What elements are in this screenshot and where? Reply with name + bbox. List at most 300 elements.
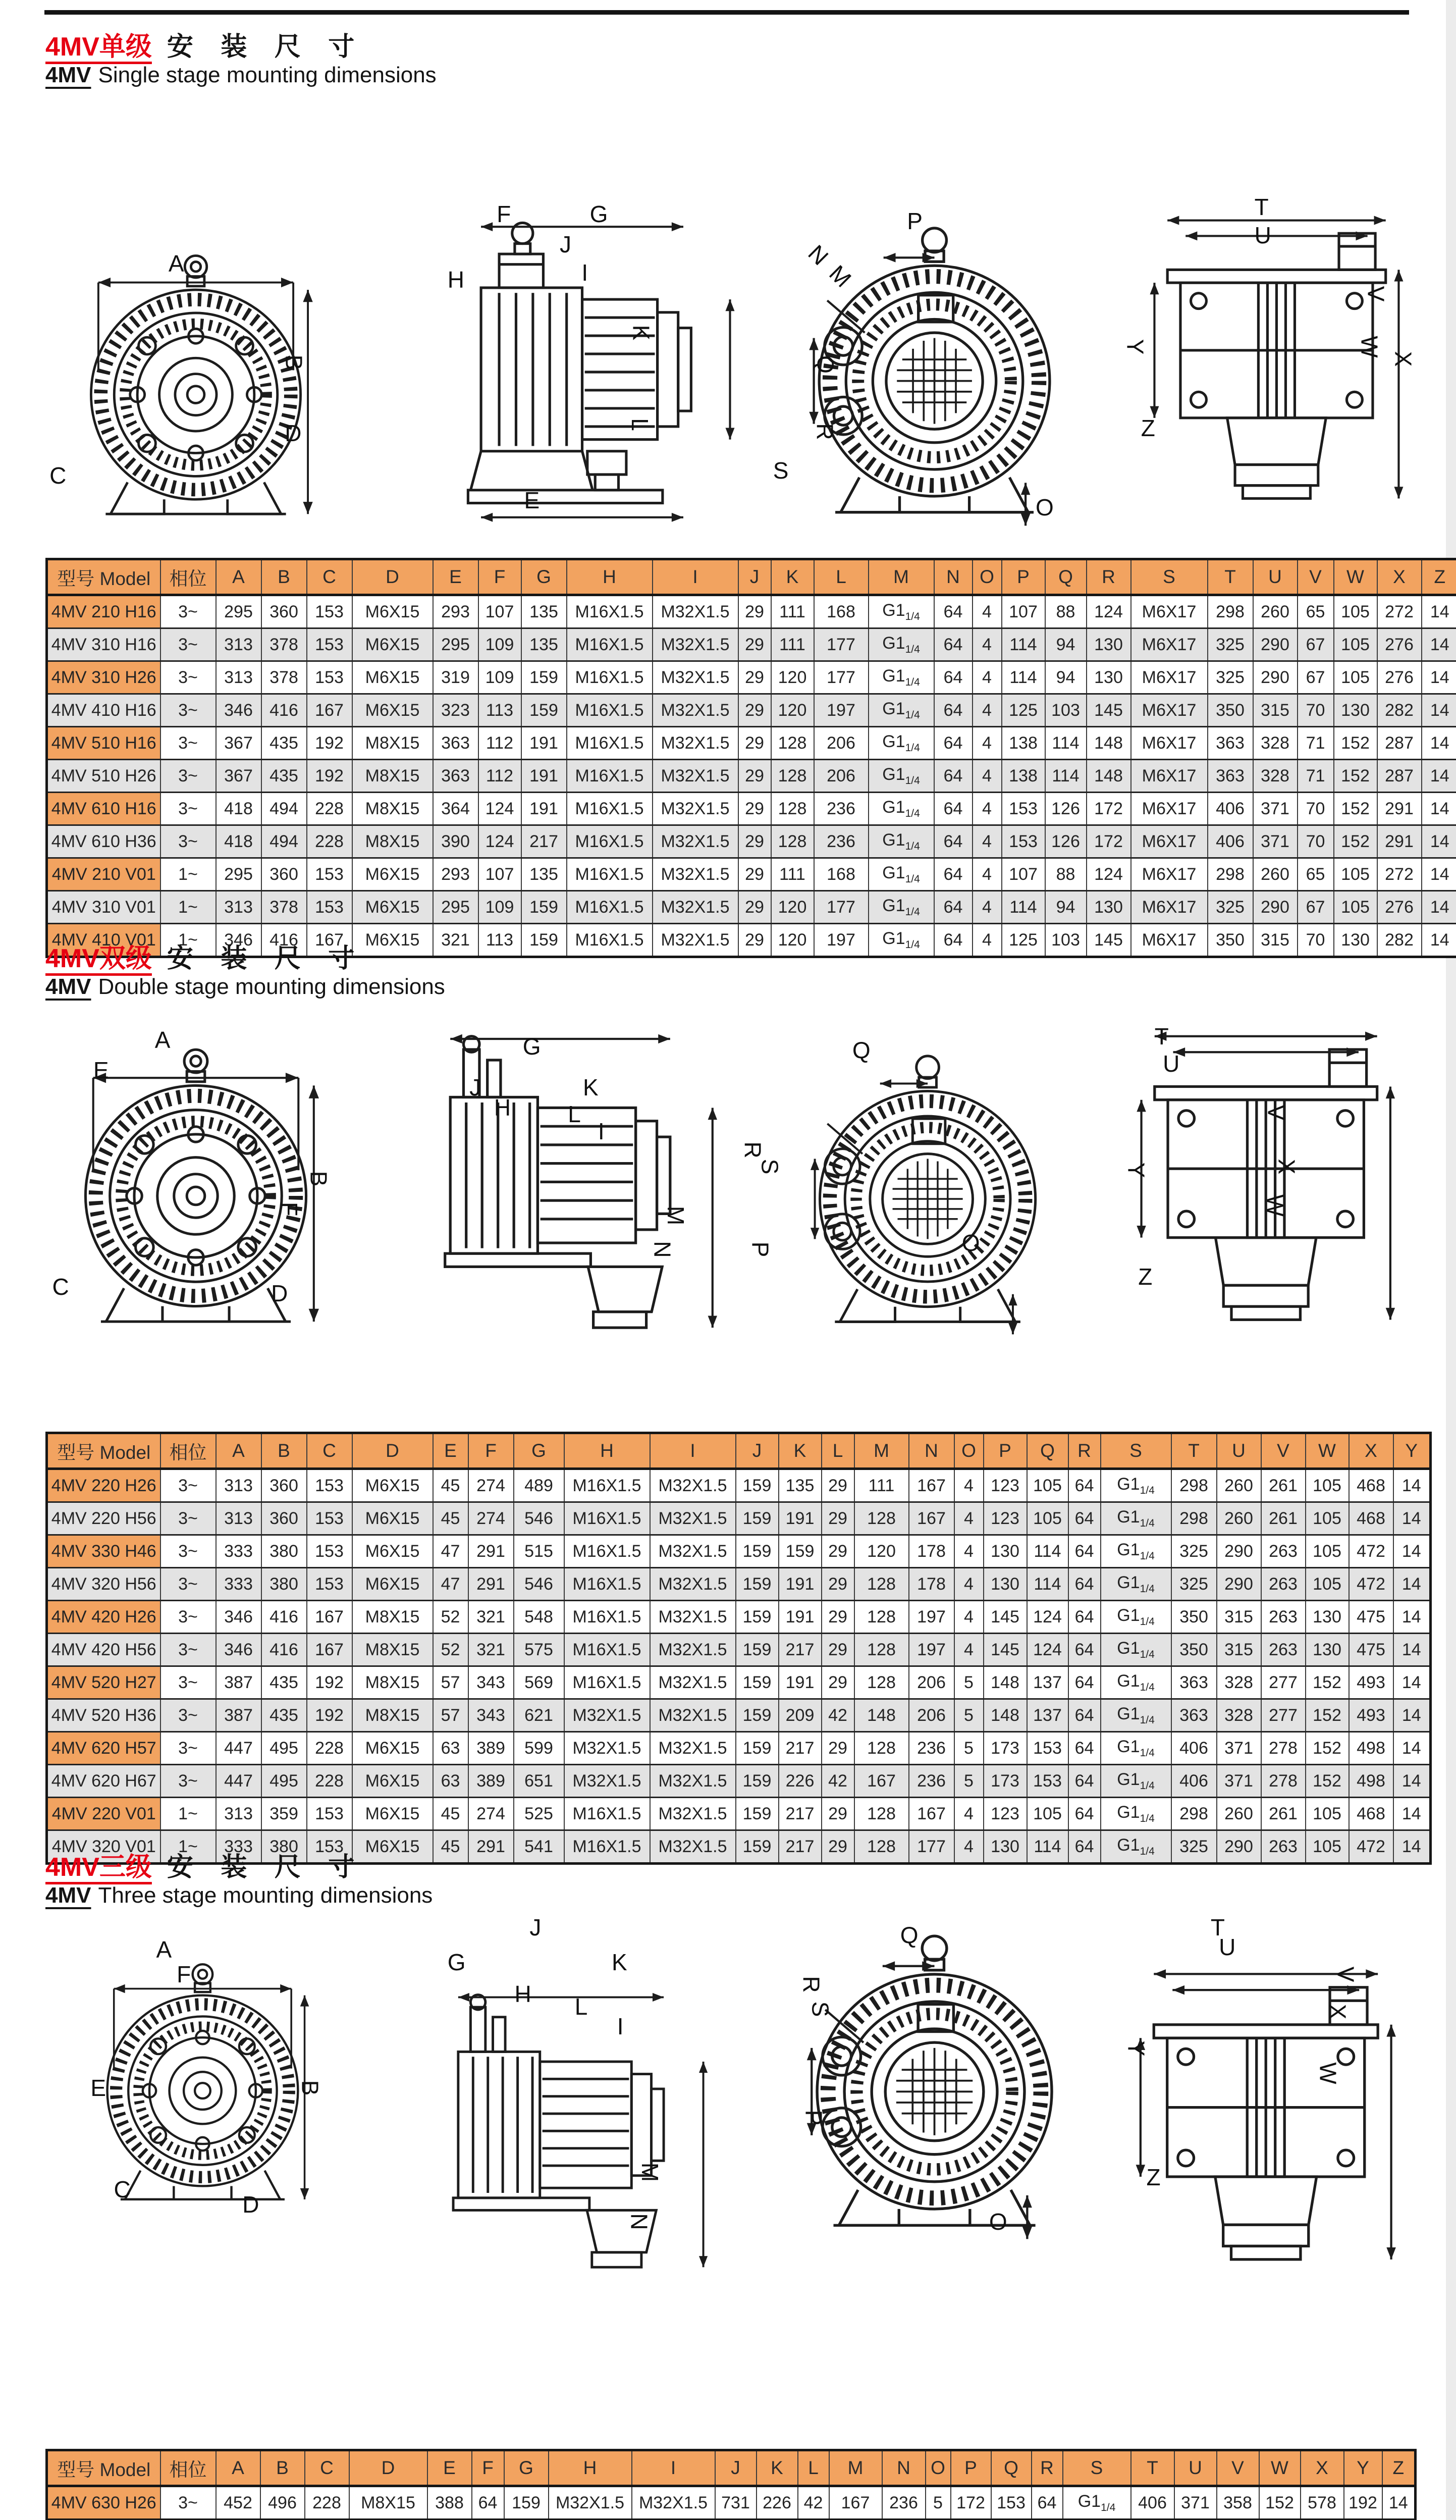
dim-cell: 493 xyxy=(1349,1699,1393,1732)
col-header: U xyxy=(1217,1433,1261,1469)
dim-cell: 4 xyxy=(973,891,1002,924)
dim-cell: 209 xyxy=(779,1699,822,1732)
dim-cell: 167 xyxy=(854,1765,909,1798)
col-header: O xyxy=(926,2450,951,2486)
col-header: H xyxy=(567,559,653,595)
dim-cell: 29 xyxy=(822,1568,854,1601)
dim-cell: M32X1.5 xyxy=(650,1765,736,1798)
dim-cell: 172 xyxy=(1087,793,1131,825)
dim-cell: 29 xyxy=(738,694,771,727)
dim-cell: 277 xyxy=(1261,1666,1306,1699)
dim-cell: 14 xyxy=(1422,891,1456,924)
dim-cell: 128 xyxy=(854,1732,909,1765)
dim-cell: 389 xyxy=(468,1765,514,1798)
dim-cell: 468 xyxy=(1349,1502,1393,1535)
dim-cell: 107 xyxy=(1002,858,1045,891)
dim-cell: 14 xyxy=(1393,1568,1431,1601)
dim-cell: 138 xyxy=(1002,760,1045,793)
dim-cell: 153 xyxy=(307,661,352,694)
model-cell: 4MV 610 H36 xyxy=(47,825,160,858)
dim-cell: M6X15 xyxy=(352,694,433,727)
dim-cell: 153 xyxy=(307,858,352,891)
dim-cell: M32X1.5 xyxy=(653,924,738,957)
dim-cell: M6X17 xyxy=(1131,727,1208,760)
dim-cell: 236 xyxy=(814,825,869,858)
dim-cell: M32X1.5 xyxy=(564,1699,650,1732)
col-header: F xyxy=(468,1433,514,1469)
dim-cell: 14 xyxy=(1393,1830,1431,1864)
dim-cell: 120 xyxy=(771,891,814,924)
dim-cell: M16X1.5 xyxy=(567,595,653,628)
col-header: A xyxy=(216,559,261,595)
dim-cell: M8X15 xyxy=(352,760,433,793)
dim-cell: 29 xyxy=(738,595,771,628)
dim-cell: 388 xyxy=(427,2486,472,2520)
dim-cell: 153 xyxy=(307,628,352,661)
dim-cell: M32X1.5 xyxy=(564,1732,650,1765)
table-row xyxy=(47,1535,1431,1568)
mounting-view-drawing xyxy=(1147,199,1407,538)
dim-cell: 29 xyxy=(738,727,771,760)
dim-cell: 371 xyxy=(1253,825,1298,858)
dim-cell: $G1_{1/4}$ xyxy=(1101,1765,1171,1798)
dim-cell: 111 xyxy=(771,858,814,891)
dim-label-Z: Z xyxy=(1138,1263,1153,1290)
dim-cell: 64 xyxy=(934,924,973,957)
dim-cell: 111 xyxy=(771,595,814,628)
dim-cell: 67 xyxy=(1298,661,1334,694)
dim-cell: $G1_{1/4}$ xyxy=(869,595,934,628)
dim-cell: 328 xyxy=(1217,1666,1261,1699)
dim-cell: 319 xyxy=(433,661,478,694)
subtitle-text: Three stage mounting dimensions xyxy=(98,1883,433,1908)
dim-cell: 124 xyxy=(1087,858,1131,891)
dim-cell: 3~ xyxy=(160,628,216,661)
dim-cell: 406 xyxy=(1171,1732,1217,1765)
model-cell: 4MV 220 H26 xyxy=(47,1469,160,1502)
dim-cell: M32X1.5 xyxy=(653,628,738,661)
front-view-drawing xyxy=(59,1042,333,1340)
dim-cell: 197 xyxy=(909,1601,954,1634)
col-header: X xyxy=(1377,559,1422,595)
dim-cell: 263 xyxy=(1261,1601,1306,1634)
col-header: N xyxy=(934,559,973,595)
col-header: C xyxy=(305,2450,349,2486)
dim-cell: 167 xyxy=(307,694,352,727)
dim-cell: 272 xyxy=(1377,595,1422,628)
col-header: L xyxy=(798,2450,829,2486)
dim-label-S: S xyxy=(773,457,789,484)
dim-cell: 153 xyxy=(307,595,352,628)
dim-cell: 236 xyxy=(814,793,869,825)
dim-cell: M16X1.5 xyxy=(564,1634,650,1666)
dim-cell: 71 xyxy=(1298,727,1334,760)
dim-label-H: H xyxy=(494,1094,511,1121)
dim-cell: 42 xyxy=(822,1765,854,1798)
dim-cell: 130 xyxy=(984,1535,1027,1568)
dim-cell: 217 xyxy=(521,825,567,858)
col-header: Q xyxy=(1027,1433,1068,1469)
dim-cell: M16X1.5 xyxy=(567,628,653,661)
dim-cell: 313 xyxy=(216,1798,261,1830)
dim-cell: 525 xyxy=(514,1798,564,1830)
dim-cell: 274 xyxy=(468,1502,514,1535)
dim-cell: M32X1.5 xyxy=(650,1568,736,1601)
col-header: E xyxy=(433,1433,468,1469)
dim-cell: 315 xyxy=(1253,694,1298,727)
dim-cell: M16X1.5 xyxy=(564,1601,650,1634)
dim-cell: 29 xyxy=(822,1601,854,1634)
table-row xyxy=(47,694,1456,727)
dim-cell: M16X1.5 xyxy=(567,891,653,924)
dim-cell: 159 xyxy=(736,1765,779,1798)
dim-cell: 260 xyxy=(1217,1798,1261,1830)
dim-cell: 263 xyxy=(1261,1535,1306,1568)
dim-cell: 3~ xyxy=(160,1765,216,1798)
dim-cell: 4 xyxy=(954,1798,984,1830)
dim-label-M: M xyxy=(663,1206,689,1226)
dim-label-Q: Q xyxy=(852,1036,871,1063)
dim-cell: 325 xyxy=(1171,1568,1217,1601)
col-header: S xyxy=(1131,559,1208,595)
dim-cell: 3~ xyxy=(160,727,216,760)
dim-cell: 14 xyxy=(1393,1765,1431,1798)
dim-cell: M16X1.5 xyxy=(567,694,653,727)
dim-cell: 63 xyxy=(433,1765,468,1798)
col-header: I xyxy=(653,559,738,595)
dim-cell: 287 xyxy=(1377,760,1422,793)
dim-label-X: X xyxy=(1324,2004,1351,2019)
dim-cell: 145 xyxy=(1087,694,1131,727)
table-row xyxy=(47,1732,1431,1765)
dim-label-R: R xyxy=(812,423,839,440)
model-cell: 4MV 610 H16 xyxy=(47,793,160,825)
dim-cell: 277 xyxy=(1261,1699,1306,1732)
dim-cell: 495 xyxy=(261,1765,307,1798)
dim-cell: 14 xyxy=(1422,858,1456,891)
col-header: V xyxy=(1298,559,1334,595)
dim-cell: 489 xyxy=(514,1469,564,1502)
dim-cell: 125 xyxy=(1002,924,1045,957)
dim-cell: 325 xyxy=(1171,1535,1217,1568)
dim-label-P: P xyxy=(747,1241,774,1257)
dim-cell: 153 xyxy=(307,1568,352,1601)
dim-cell: 159 xyxy=(736,1502,779,1535)
col-header: T xyxy=(1208,559,1253,595)
dim-cell: 14 xyxy=(1422,694,1456,727)
dim-cell: 228 xyxy=(307,1765,352,1798)
dim-label-P: P xyxy=(800,2110,827,2126)
dim-cell: 298 xyxy=(1208,595,1253,628)
col-header: Q xyxy=(991,2450,1032,2486)
dim-cell: M6X17 xyxy=(1131,891,1208,924)
dim-cell: M16X1.5 xyxy=(564,1830,650,1864)
dim-label-A: A xyxy=(168,250,184,277)
col-header: R xyxy=(1068,1433,1101,1469)
dim-cell: M6X15 xyxy=(352,1469,433,1502)
dim-cell: M32X1.5 xyxy=(650,1830,736,1864)
dim-cell: 94 xyxy=(1045,628,1087,661)
model-cell: 4MV 620 H57 xyxy=(47,1732,160,1765)
dim-cell: M6X15 xyxy=(352,924,433,957)
dim-cell: 228 xyxy=(307,1732,352,1765)
dim-cell: 4 xyxy=(954,1502,984,1535)
dim-cell: M6X15 xyxy=(352,891,433,924)
col-header: Y xyxy=(1344,2450,1382,2486)
dim-cell: M32X1.5 xyxy=(653,858,738,891)
dim-cell: 177 xyxy=(909,1830,954,1864)
dim-cell: 5 xyxy=(954,1765,984,1798)
dim-cell: 103 xyxy=(1045,924,1087,957)
dim-cell: 435 xyxy=(261,727,307,760)
dim-cell: $G1_{1/4}$ xyxy=(1063,2486,1131,2520)
dim-cell: 172 xyxy=(951,2486,991,2520)
dim-cell: 295 xyxy=(216,858,261,891)
model-cell: 4MV 510 H26 xyxy=(47,760,160,793)
dim-cell: 64 xyxy=(934,891,973,924)
dim-cell: 276 xyxy=(1377,891,1422,924)
dim-cell: 114 xyxy=(1045,727,1087,760)
dim-label-N: N xyxy=(803,239,834,270)
col-header: K xyxy=(771,559,814,595)
dim-cell: 290 xyxy=(1253,661,1298,694)
dim-cell: 177 xyxy=(814,661,869,694)
dim-cell: 153 xyxy=(307,1830,352,1864)
dim-cell: 172 xyxy=(1087,825,1131,858)
dim-cell: 4 xyxy=(973,924,1002,957)
dim-cell: 64 xyxy=(1032,2486,1063,2520)
dim-cell: M16X1.5 xyxy=(564,1666,650,1699)
dim-cell: 3~ xyxy=(160,661,216,694)
section-title-cn-model: 4MV三级 xyxy=(45,1853,152,1882)
mounting-view-drawing xyxy=(1133,1914,1399,2334)
dim-cell: 569 xyxy=(514,1666,564,1699)
dim-cell: 109 xyxy=(478,891,521,924)
dim-cell: 94 xyxy=(1045,661,1087,694)
dim-cell: 29 xyxy=(738,924,771,957)
dim-cell: 152 xyxy=(1334,727,1377,760)
col-header: I xyxy=(650,1433,736,1469)
col-header: Z xyxy=(1382,2450,1416,2486)
dim-cell: 261 xyxy=(1261,1502,1306,1535)
dim-cell: 363 xyxy=(433,760,478,793)
dim-cell: 315 xyxy=(1217,1601,1261,1634)
dim-cell: 29 xyxy=(822,1535,854,1568)
dim-label-I: I xyxy=(581,259,588,286)
dim-label-M: M xyxy=(824,259,856,292)
dim-label-K: K xyxy=(583,1074,599,1100)
table-row xyxy=(47,1798,1431,1830)
dim-cell: M6X15 xyxy=(352,595,433,628)
dim-cell: M16X1.5 xyxy=(564,1798,650,1830)
dim-cell: 3~ xyxy=(160,1732,216,1765)
dim-cell: 14 xyxy=(1393,1732,1431,1765)
table-row xyxy=(47,858,1456,891)
dim-cell: 263 xyxy=(1261,1568,1306,1601)
dim-cell: 274 xyxy=(468,1469,514,1502)
dim-cell: 167 xyxy=(307,1601,352,1634)
dim-cell: 346 xyxy=(216,694,261,727)
dim-label-R: R xyxy=(798,1975,825,1993)
dim-cell: M8X15 xyxy=(352,1666,433,1699)
col-header: A xyxy=(216,1433,261,1469)
model-cell: 4MV 420 H26 xyxy=(47,1601,160,1634)
col-header: W xyxy=(1259,2450,1301,2486)
dim-cell: 114 xyxy=(1045,760,1087,793)
dim-cell: 14 xyxy=(1393,1535,1431,1568)
dim-cell: 293 xyxy=(433,595,478,628)
col-header: D xyxy=(349,2450,427,2486)
dim-cell: 363 xyxy=(1208,727,1253,760)
dim-cell: M6X17 xyxy=(1131,858,1208,891)
dim-cell: M32X1.5 xyxy=(564,1765,650,1798)
rear-view-drawing xyxy=(791,1928,1078,2244)
dim-cell: M6X17 xyxy=(1131,661,1208,694)
dim-cell: 236 xyxy=(882,2486,926,2520)
dim-cell: 343 xyxy=(468,1699,514,1732)
dim-cell: 378 xyxy=(261,628,307,661)
dim-label-G: G xyxy=(589,201,608,227)
dim-cell: 5 xyxy=(926,2486,951,2520)
dim-cell: 88 xyxy=(1045,595,1087,628)
dim-cell: 14 xyxy=(1422,595,1456,628)
dim-cell: 192 xyxy=(307,1699,352,1732)
dim-label-E: E xyxy=(524,487,540,513)
dim-cell: 228 xyxy=(305,2486,349,2520)
dim-cell: 416 xyxy=(261,1601,307,1634)
dim-cell: 105 xyxy=(1027,1798,1068,1830)
dim-cell: 114 xyxy=(1027,1535,1068,1568)
dim-label-X: X xyxy=(1273,1159,1300,1175)
dim-cell: 105 xyxy=(1027,1502,1068,1535)
dim-cell: 128 xyxy=(854,1568,909,1601)
dim-cell: 105 xyxy=(1306,1830,1349,1864)
dim-cell: 192 xyxy=(307,1666,352,1699)
dim-cell: 651 xyxy=(514,1765,564,1798)
dim-cell: 378 xyxy=(261,891,307,924)
dim-cell: 291 xyxy=(468,1535,514,1568)
dim-cell: 64 xyxy=(1068,1732,1101,1765)
dim-cell: 435 xyxy=(261,760,307,793)
dim-cell: 291 xyxy=(1377,825,1422,858)
dim-cell: M32X1.5 xyxy=(653,661,738,694)
dim-cell: M6X15 xyxy=(352,858,433,891)
dim-cell: M8X15 xyxy=(349,2486,427,2520)
dim-cell: M6X15 xyxy=(352,1765,433,1798)
dim-label-W: W xyxy=(1262,1194,1288,1217)
dim-cell: 114 xyxy=(1002,661,1045,694)
dim-cell: 350 xyxy=(1208,694,1253,727)
dim-cell: $G1_{1/4}$ xyxy=(869,858,934,891)
dim-cell: 350 xyxy=(1171,1601,1217,1634)
dim-cell: 418 xyxy=(216,825,261,858)
dim-label-J: J xyxy=(469,1074,481,1100)
dim-cell: 3~ xyxy=(160,595,216,628)
dim-label-T: T xyxy=(1154,1023,1169,1050)
dim-cell: 105 xyxy=(1306,1798,1349,1830)
col-header: R xyxy=(1087,559,1131,595)
section-title-single-stage xyxy=(45,25,364,63)
col-header: W xyxy=(1306,1433,1349,1469)
col-header: P xyxy=(984,1433,1027,1469)
dim-cell: 206 xyxy=(814,760,869,793)
dim-label-N: N xyxy=(649,1241,676,1258)
dim-cell: 130 xyxy=(984,1568,1027,1601)
dim-cell: 130 xyxy=(1334,924,1377,957)
dim-cell: $G1_{1/4}$ xyxy=(1101,1732,1171,1765)
dim-label-E: E xyxy=(93,1057,109,1084)
model-cell: 4MV 210 H16 xyxy=(47,595,160,628)
dim-label-K: K xyxy=(611,1949,627,1975)
dim-cell: 159 xyxy=(504,2486,549,2520)
dim-cell: 29 xyxy=(738,825,771,858)
dim-cell: 14 xyxy=(1393,1798,1431,1830)
dim-cell: 152 xyxy=(1334,793,1377,825)
dim-cell: 128 xyxy=(854,1798,909,1830)
dim-cell: 236 xyxy=(909,1765,954,1798)
dim-cell: 3~ xyxy=(160,1601,216,1634)
dim-cell: 135 xyxy=(521,595,567,628)
dim-label-V: V xyxy=(1362,286,1389,301)
dim-cell: 113 xyxy=(478,924,521,957)
dim-cell: 105 xyxy=(1306,1535,1349,1568)
dim-cell: 64 xyxy=(472,2486,504,2520)
dim-cell: 64 xyxy=(934,661,973,694)
dim-cell: 105 xyxy=(1306,1469,1349,1502)
dim-cell: M16X1.5 xyxy=(564,1469,650,1502)
dim-cell: 128 xyxy=(771,825,814,858)
dim-cell: 107 xyxy=(1002,595,1045,628)
dim-cell: 4 xyxy=(973,858,1002,891)
front-view-drawing xyxy=(73,1958,333,2218)
dim-cell: 52 xyxy=(433,1634,468,1666)
dim-label-G: G xyxy=(447,1949,466,1975)
dim-cell: 105 xyxy=(1334,858,1377,891)
dim-cell: 159 xyxy=(521,661,567,694)
dim-cell: M32X1.5 xyxy=(653,694,738,727)
dim-cell: 130 xyxy=(1087,891,1131,924)
dim-cell: 468 xyxy=(1349,1469,1393,1502)
col-header: F xyxy=(472,2450,504,2486)
dim-cell: 152 xyxy=(1306,1732,1349,1765)
dim-cell: 291 xyxy=(1377,793,1422,825)
dim-cell: 731 xyxy=(715,2486,757,2520)
dim-cell: 3~ xyxy=(160,1699,216,1732)
dim-cell: 4 xyxy=(973,793,1002,825)
dim-cell: 5 xyxy=(954,1666,984,1699)
side-view-drawing xyxy=(415,1028,729,1346)
dim-cell: 313 xyxy=(216,891,261,924)
dim-cell: 145 xyxy=(984,1601,1027,1634)
dim-cell: 541 xyxy=(514,1830,564,1864)
dim-label-R: R xyxy=(739,1141,766,1159)
dim-cell: 159 xyxy=(736,1535,779,1568)
dim-cell: 4 xyxy=(973,628,1002,661)
dim-cell: 313 xyxy=(216,1502,261,1535)
col-header: 相位 xyxy=(160,559,216,595)
subtitle-text: Single stage mounting dimensions xyxy=(98,63,437,87)
dim-cell: 380 xyxy=(261,1535,307,1568)
table-row xyxy=(47,628,1456,661)
dim-cell: 64 xyxy=(1068,1798,1101,1830)
dim-cell: M16X1.5 xyxy=(567,793,653,825)
dim-cell: M32X1.5 xyxy=(650,1666,736,1699)
dim-cell: 435 xyxy=(261,1699,307,1732)
dim-cell: 498 xyxy=(1349,1765,1393,1798)
col-header: F xyxy=(478,559,521,595)
dim-label-Z: Z xyxy=(1141,414,1155,441)
dim-label-N: N xyxy=(626,2213,653,2230)
